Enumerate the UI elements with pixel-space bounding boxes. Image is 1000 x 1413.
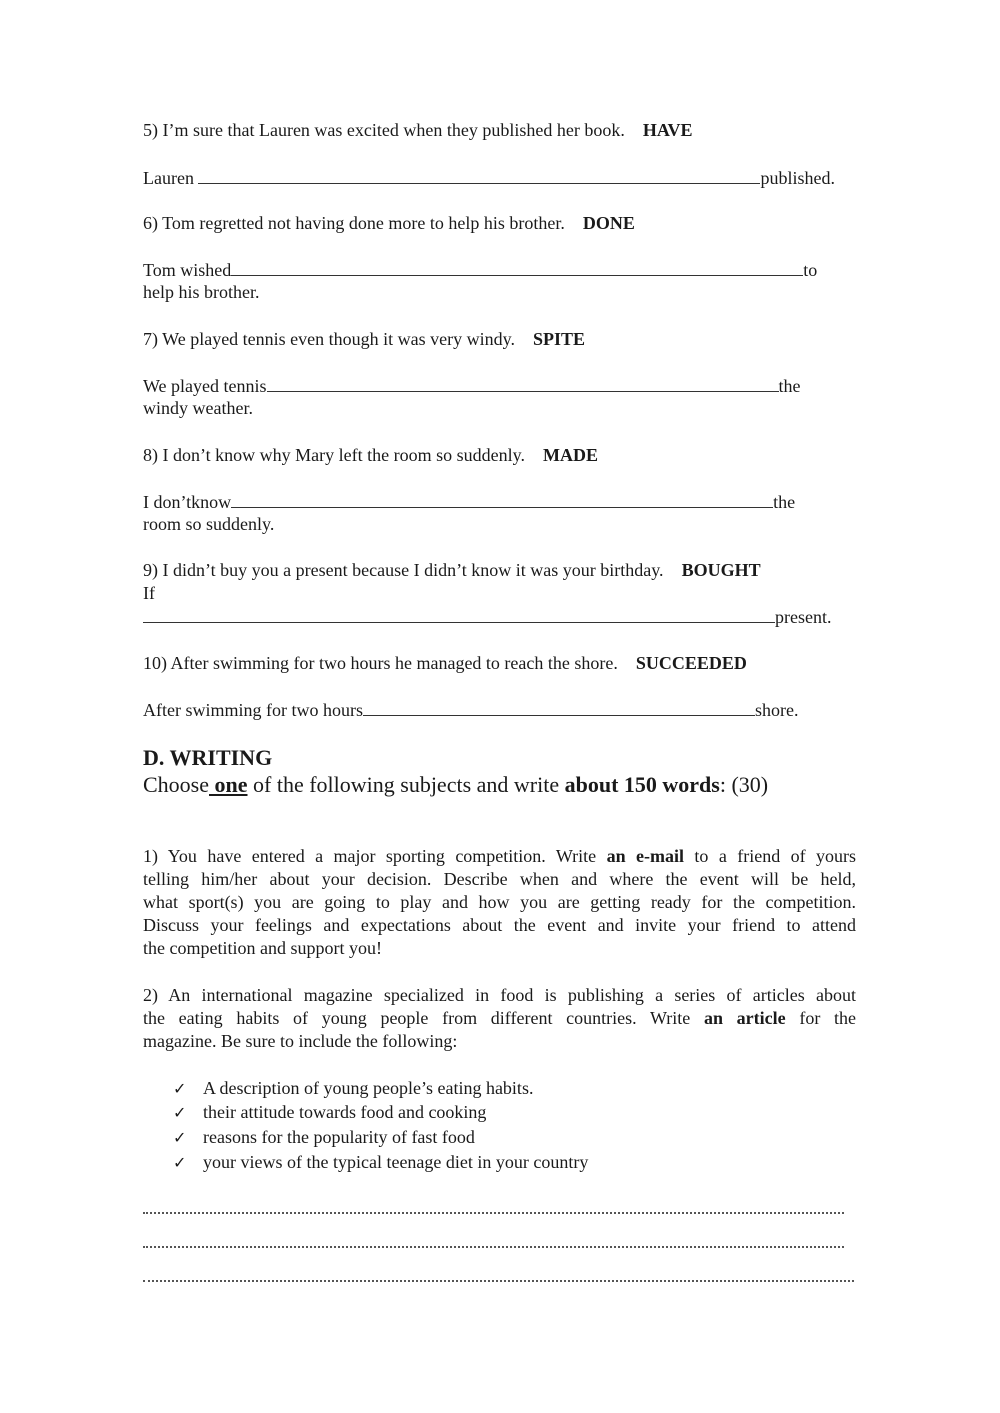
q9-keyword: BOUGHT xyxy=(681,560,761,580)
q7-start: We played tennis xyxy=(143,376,267,396)
q6-keyword: DONE xyxy=(582,213,635,233)
check-icon: ✓ xyxy=(173,1079,187,1098)
task1-l1c: to a friend of yours xyxy=(694,846,857,866)
check-icon: ✓ xyxy=(173,1103,187,1122)
q5-text: 5) I’m sure that Lauren was excited when they published her book. xyxy=(143,120,625,140)
checklist-text: reasons for the popularity of fast food xyxy=(203,1127,475,1147)
writing-line[interactable] xyxy=(143,1246,844,1248)
task1-line2: telling him/her about your decision. Describe when and where the event will be held, xyxy=(143,869,856,889)
question-6-prompt xyxy=(143,212,635,234)
q9-text: 9) I didn’t buy you a present because I didn’t know it was your birthday. xyxy=(143,560,664,580)
task2-article: an article xyxy=(703,1008,786,1028)
instr-c: : (30) xyxy=(719,772,769,797)
q7-keyword: SPITE xyxy=(532,329,586,349)
q5-answer-blank[interactable] xyxy=(198,166,760,184)
writing-line[interactable] xyxy=(143,1212,844,1214)
q9-end: present. xyxy=(775,607,832,627)
instr-a: Choose xyxy=(143,772,209,797)
q10-answer-blank[interactable] xyxy=(363,698,755,716)
task1-line4: Discuss your feelings and expectations about the event and invite your friend to attend xyxy=(143,915,856,935)
q10-end: shore. xyxy=(754,700,799,720)
section-letter: D xyxy=(143,745,159,770)
checklist-item xyxy=(173,1126,475,1149)
q6-start: Tom wished xyxy=(143,260,232,280)
question-9-prompt xyxy=(143,559,761,581)
q7-end: the xyxy=(778,376,801,396)
q9-start: If xyxy=(143,583,155,603)
check-icon: ✓ xyxy=(173,1128,187,1147)
question-7-prompt xyxy=(143,328,585,350)
q5-start: Lauren xyxy=(143,168,199,188)
question-10-answer xyxy=(143,698,798,721)
q5-end: published. xyxy=(760,168,835,188)
task1-line1 xyxy=(143,845,856,867)
task2-line3: magazine. Be sure to include the following: xyxy=(143,1031,458,1051)
question-10-prompt xyxy=(143,652,747,674)
instr-b: of the following subjects and write xyxy=(247,772,565,797)
checklist-text: their attitude towards food and cooking xyxy=(203,1102,487,1122)
q6-end: to xyxy=(803,260,818,280)
section-d-heading xyxy=(143,745,272,771)
task1-l1a: 1) You have entered a major sporting competition. Write xyxy=(143,846,597,866)
question-5-answer xyxy=(143,166,835,189)
q10-start: After swimming for two hours xyxy=(143,700,363,720)
checklist-item xyxy=(173,1077,533,1100)
checklist-item xyxy=(173,1151,588,1174)
q8-keyword: MADE xyxy=(542,445,598,465)
q6-text: 6) Tom regretted not having done more to help his brother. xyxy=(143,213,565,233)
task2-l2a: the eating habits of young people from different countries. Write xyxy=(143,1008,691,1028)
q8-end: the xyxy=(773,492,796,512)
q7-answer-blank[interactable] xyxy=(267,374,779,392)
q8-continuation: room so suddenly. xyxy=(143,514,275,534)
q7-text: 7) We played tennis even though it was very windy. xyxy=(143,329,515,349)
q10-text: 10) After swimming for two hours he managed to reach the shore. xyxy=(143,653,618,673)
question-7-answer xyxy=(143,374,801,397)
task2-line1: 2) An international magazine specialized in food is publishing a series of articles about xyxy=(143,985,856,1005)
task1-line3: what sport(s) you are going to play and how you are getting ready for the competition. xyxy=(143,892,856,912)
q6-answer-blank[interactable] xyxy=(231,258,803,276)
instr-bold: about 150 words xyxy=(564,772,720,797)
task1-email: an e-mail xyxy=(606,846,684,866)
writing-line[interactable] xyxy=(143,1280,854,1282)
check-icon: ✓ xyxy=(173,1153,187,1172)
question-6-answer xyxy=(143,258,817,281)
q7-continuation: windy weather. xyxy=(143,398,253,418)
question-5-prompt xyxy=(143,119,693,141)
q10-keyword: SUCCEEDED xyxy=(635,653,747,673)
q8-answer-blank[interactable] xyxy=(231,490,773,508)
q6-continuation: help his brother. xyxy=(143,282,260,302)
instr-one: one xyxy=(214,772,248,797)
q8-text: 8) I don’t know why Mary left the room so suddenly. xyxy=(143,445,525,465)
checklist-text: your views of the typical teenage diet in your country xyxy=(203,1152,589,1172)
writing-instruction xyxy=(143,772,768,798)
question-9-answer xyxy=(143,605,831,628)
task2-l2c: for the xyxy=(799,1008,857,1028)
q5-keyword: HAVE xyxy=(642,120,693,140)
question-8-answer xyxy=(143,490,795,513)
task2-line2 xyxy=(143,1007,856,1029)
q8-start: I don’tknow xyxy=(143,492,232,512)
checklist-text: A description of young people’s eating habits. xyxy=(203,1078,534,1098)
question-8-prompt xyxy=(143,444,598,466)
q9-answer-blank[interactable] xyxy=(143,605,775,623)
checklist-item xyxy=(173,1101,486,1124)
task1-line5: the competition and support you! xyxy=(143,938,382,958)
section-title: . WRITING xyxy=(158,745,273,770)
